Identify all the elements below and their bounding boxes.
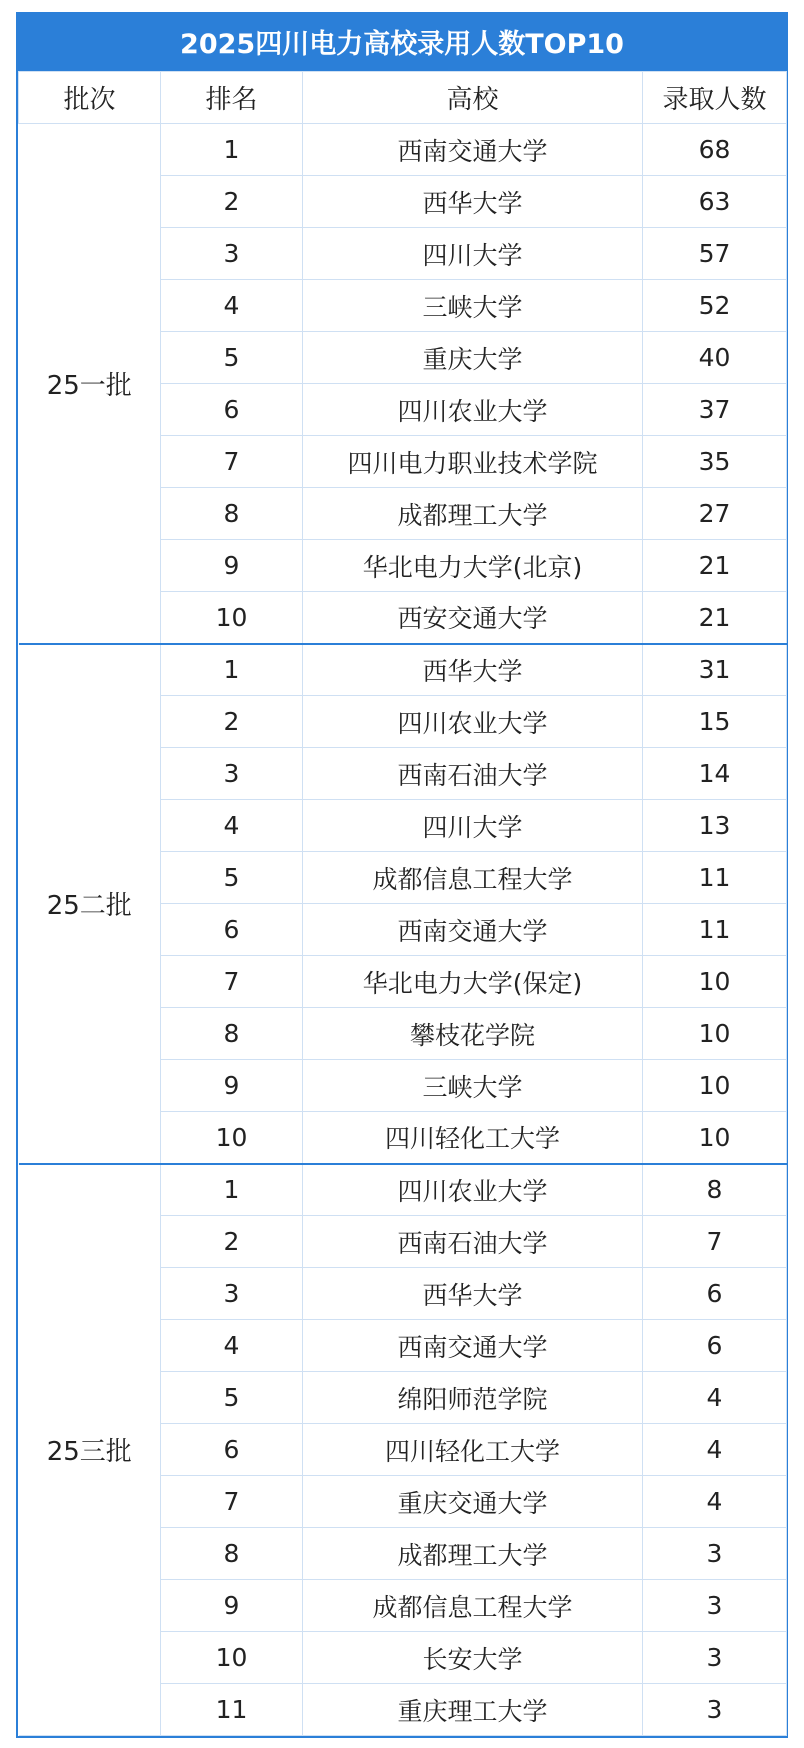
- header-batch: 批次: [19, 72, 161, 124]
- count-cell: 8: [643, 1164, 787, 1216]
- rank-cell: 4: [161, 800, 303, 852]
- table-title: 2025四川电力高校录用人数TOP10: [18, 14, 786, 71]
- school-cell: 重庆理工大学: [303, 1684, 643, 1736]
- count-cell: 10: [643, 1060, 787, 1112]
- rank-cell: 9: [161, 1580, 303, 1632]
- rank-cell: 11: [161, 1684, 303, 1736]
- table-row: [19, 1164, 787, 1216]
- school-cell: 三峡大学: [303, 280, 643, 332]
- count-cell: 4: [643, 1424, 787, 1476]
- batch-cell: 25一批: [19, 124, 161, 644]
- rank-cell: 10: [161, 592, 303, 644]
- count-cell: 15: [643, 696, 787, 748]
- school-cell: 西华大学: [303, 644, 643, 696]
- rank-cell: 6: [161, 904, 303, 956]
- count-cell: 11: [643, 904, 787, 956]
- school-cell: 西华大学: [303, 1268, 643, 1320]
- count-cell: 40: [643, 332, 787, 384]
- rank-cell: 8: [161, 488, 303, 540]
- school-cell: 重庆交通大学: [303, 1476, 643, 1528]
- rank-cell: 10: [161, 1112, 303, 1164]
- rank-cell: 9: [161, 540, 303, 592]
- header-school: 高校: [303, 72, 643, 124]
- rank-cell: 1: [161, 1164, 303, 1216]
- school-cell: 攀枝花学院: [303, 1008, 643, 1060]
- count-cell: 37: [643, 384, 787, 436]
- school-cell: 华北电力大学(北京): [303, 540, 643, 592]
- school-cell: 四川农业大学: [303, 1164, 643, 1216]
- school-cell: 成都信息工程大学: [303, 1580, 643, 1632]
- rank-cell: 6: [161, 384, 303, 436]
- rank-cell: 2: [161, 176, 303, 228]
- rank-cell: 5: [161, 1372, 303, 1424]
- admission-table: [18, 71, 787, 1736]
- count-cell: 4: [643, 1476, 787, 1528]
- count-cell: 10: [643, 1112, 787, 1164]
- school-cell: 四川大学: [303, 228, 643, 280]
- school-cell: 华北电力大学(保定): [303, 956, 643, 1008]
- rank-cell: 5: [161, 332, 303, 384]
- count-cell: 3: [643, 1528, 787, 1580]
- school-cell: 西南石油大学: [303, 748, 643, 800]
- batch-cell: 25二批: [19, 644, 161, 1164]
- rank-cell: 5: [161, 852, 303, 904]
- school-cell: 西南交通大学: [303, 1320, 643, 1372]
- table-row: [19, 644, 787, 696]
- count-cell: 35: [643, 436, 787, 488]
- rank-cell: 1: [161, 644, 303, 696]
- count-cell: 21: [643, 540, 787, 592]
- rank-cell: 1: [161, 124, 303, 176]
- school-cell: 西南石油大学: [303, 1216, 643, 1268]
- school-cell: 西安交通大学: [303, 592, 643, 644]
- header-count: 录取人数: [643, 72, 787, 124]
- count-cell: 63: [643, 176, 787, 228]
- rank-cell: 2: [161, 1216, 303, 1268]
- school-cell: 西南交通大学: [303, 124, 643, 176]
- rank-cell: 10: [161, 1632, 303, 1684]
- rank-cell: 4: [161, 280, 303, 332]
- table-body: [19, 124, 787, 1736]
- count-cell: 11: [643, 852, 787, 904]
- rank-cell: 7: [161, 436, 303, 488]
- rank-cell: 8: [161, 1528, 303, 1580]
- school-cell: 四川农业大学: [303, 696, 643, 748]
- school-cell: 四川大学: [303, 800, 643, 852]
- count-cell: 3: [643, 1580, 787, 1632]
- count-cell: 31: [643, 644, 787, 696]
- rank-cell: 3: [161, 1268, 303, 1320]
- count-cell: 13: [643, 800, 787, 852]
- school-cell: 三峡大学: [303, 1060, 643, 1112]
- count-cell: 21: [643, 592, 787, 644]
- rank-cell: 8: [161, 1008, 303, 1060]
- rank-cell: 6: [161, 1424, 303, 1476]
- count-cell: 52: [643, 280, 787, 332]
- count-cell: 14: [643, 748, 787, 800]
- school-cell: 成都理工大学: [303, 488, 643, 540]
- rank-cell: 2: [161, 696, 303, 748]
- rank-cell: 9: [161, 1060, 303, 1112]
- count-cell: 6: [643, 1268, 787, 1320]
- count-cell: 7: [643, 1216, 787, 1268]
- rank-cell: 4: [161, 1320, 303, 1372]
- rank-cell: 3: [161, 228, 303, 280]
- rank-cell: 7: [161, 956, 303, 1008]
- table-frame: [16, 12, 788, 1738]
- rank-cell: 7: [161, 1476, 303, 1528]
- school-cell: 重庆大学: [303, 332, 643, 384]
- school-cell: 西华大学: [303, 176, 643, 228]
- school-cell: 四川轻化工大学: [303, 1112, 643, 1164]
- school-cell: 绵阳师范学院: [303, 1372, 643, 1424]
- rank-cell: 3: [161, 748, 303, 800]
- school-cell: 成都理工大学: [303, 1528, 643, 1580]
- table-row: [19, 124, 787, 176]
- count-cell: 57: [643, 228, 787, 280]
- school-cell: 成都信息工程大学: [303, 852, 643, 904]
- school-cell: 西南交通大学: [303, 904, 643, 956]
- count-cell: 4: [643, 1372, 787, 1424]
- school-cell: 长安大学: [303, 1632, 643, 1684]
- school-cell: 四川电力职业技术学院: [303, 436, 643, 488]
- school-cell: 四川轻化工大学: [303, 1424, 643, 1476]
- count-cell: 68: [643, 124, 787, 176]
- header-rank: 排名: [161, 72, 303, 124]
- count-cell: 3: [643, 1684, 787, 1736]
- count-cell: 6: [643, 1320, 787, 1372]
- batch-cell: 25三批: [19, 1164, 161, 1736]
- count-cell: 10: [643, 956, 787, 1008]
- count-cell: 3: [643, 1632, 787, 1684]
- count-cell: 27: [643, 488, 787, 540]
- school-cell: 四川农业大学: [303, 384, 643, 436]
- count-cell: 10: [643, 1008, 787, 1060]
- header-row: [19, 72, 787, 124]
